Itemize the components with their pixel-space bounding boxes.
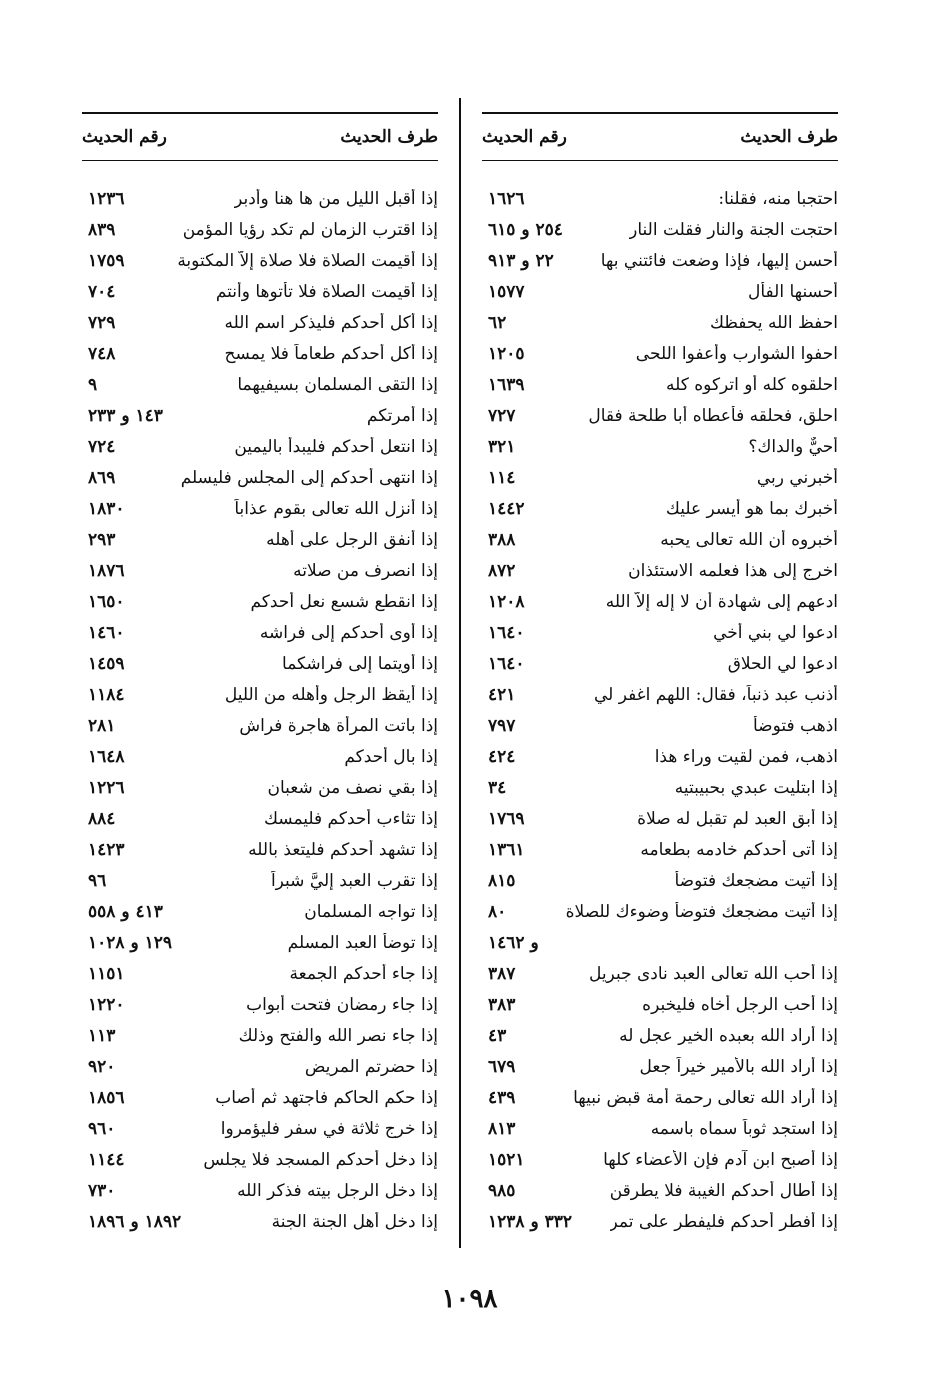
index-row bbox=[482, 803, 838, 834]
hadith-term: إذا اقترب الزمان لم تكد رؤيا المؤمن bbox=[182, 219, 438, 240]
index-row bbox=[82, 214, 438, 245]
hadith-number: ٣٣٢ و ١٢٣٨ bbox=[488, 1211, 572, 1232]
hadith-term: اذهب فتوضأ bbox=[752, 715, 838, 736]
hadith-term: إذا أفطر أحدكم فليفطر على تمر bbox=[609, 1211, 838, 1232]
hadith-number: ١٤٥٩ bbox=[88, 653, 125, 674]
hadith-number: ١٢٩ و ١٠٢٨ bbox=[88, 932, 172, 953]
hadith-number: ٤٢١ bbox=[488, 684, 516, 705]
hadith-term: اخرج إلى هذا فعلمه الاستئذان bbox=[628, 560, 838, 581]
index-rows bbox=[82, 183, 438, 1237]
hadith-term: إذا انتهى أحدكم إلى المجلس فليسلم bbox=[180, 467, 438, 488]
index-row bbox=[82, 989, 438, 1020]
hadith-term: ادعهم إلى شهادة أن لا إله إلاّ الله bbox=[605, 591, 838, 612]
index-row bbox=[482, 1113, 838, 1144]
hadith-number: ١٤٦٠ bbox=[88, 622, 125, 643]
hadith-term: أحيٌّ والداك؟ bbox=[748, 436, 838, 457]
hadith-number: ١٦٢٦ bbox=[488, 188, 525, 209]
hadith-number: ١١٣ bbox=[88, 1025, 116, 1046]
hadith-number: ١٧٥٩ bbox=[88, 250, 125, 271]
hadith-number: ٧٢٩ bbox=[88, 312, 116, 333]
index-row bbox=[82, 648, 438, 679]
hadith-number: ٨٣٩ bbox=[88, 219, 116, 240]
index-rows bbox=[482, 183, 838, 1237]
hadith-term: إذا تثاءب أحدكم فليمسك bbox=[263, 808, 438, 829]
hadith-number: ٧٩٧ bbox=[488, 715, 516, 736]
hadith-term: احتجبا منه، فقلنا: bbox=[718, 188, 838, 209]
index-row bbox=[482, 214, 838, 245]
index-row bbox=[482, 555, 838, 586]
index-row bbox=[82, 245, 438, 276]
hadith-number: ٨٨٤ bbox=[88, 808, 116, 829]
hadith-number: ١٨٩٢ و ١٨٩٦ bbox=[88, 1211, 182, 1232]
index-row bbox=[82, 1020, 438, 1051]
header-hadith-number: رقم الحديث bbox=[82, 127, 167, 147]
index-row bbox=[82, 338, 438, 369]
hadith-number: ٤١٣ و ٥٥٨ bbox=[88, 901, 163, 922]
hadith-number: ١٤٢٣ bbox=[88, 839, 125, 860]
hadith-number: ٢٨١ bbox=[88, 715, 116, 736]
hadith-term: إذا دخل الرجل بيته فذكر الله bbox=[237, 1180, 438, 1201]
column-header bbox=[82, 114, 438, 160]
hadith-number: و ١٤٦٢ bbox=[488, 932, 539, 953]
index-row bbox=[82, 493, 438, 524]
index-row bbox=[82, 276, 438, 307]
hadith-number: ١٢٢٠ bbox=[88, 994, 125, 1015]
page-number: ١٠٩٨ bbox=[441, 1284, 498, 1314]
hadith-term: أحسنها الفأل bbox=[748, 281, 838, 302]
hadith-number: ٦٧٩ bbox=[488, 1056, 516, 1077]
hadith-term: احفوا الشوارب وأعفوا اللحى bbox=[635, 343, 838, 364]
hadith-term: إذا حكم الحاكم فاجتهد ثم أصاب bbox=[215, 1087, 438, 1108]
index-row bbox=[482, 648, 838, 679]
index-row bbox=[82, 1113, 438, 1144]
hadith-number: ٨٦٩ bbox=[88, 467, 116, 488]
hadith-number: ١٥٢١ bbox=[488, 1149, 525, 1170]
hadith-term: إذا أنفق الرجل على أهله bbox=[266, 529, 438, 550]
hadith-term: إذا دخل أهل الجنة الجنة bbox=[271, 1211, 438, 1232]
index-row bbox=[482, 1082, 838, 1113]
hadith-number: ٨١٥ bbox=[488, 870, 516, 891]
hadith-number: ٩٨٥ bbox=[488, 1180, 516, 1201]
index-row bbox=[82, 183, 438, 214]
hadith-term: إذا حضرتم المريض bbox=[304, 1056, 438, 1077]
index-row bbox=[482, 431, 838, 462]
index-row bbox=[82, 772, 438, 803]
index-row bbox=[482, 989, 838, 1020]
header-hadith-term: طرف الحديث bbox=[740, 127, 838, 147]
hadith-term: أخبرك بما هو أيسر عليك bbox=[665, 498, 838, 519]
index-row bbox=[482, 338, 838, 369]
hadith-number: ٩ bbox=[88, 374, 98, 395]
hadith-term: إذا توضأ العبد المسلم bbox=[287, 932, 438, 953]
hadith-number: ١١٤٤ bbox=[88, 1149, 125, 1170]
hadith-term: إذا أتيت مضجعك فتوضأ وضوءك للصلاة bbox=[565, 901, 838, 922]
hadith-number: ١٥٧٧ bbox=[488, 281, 525, 302]
index-row bbox=[482, 958, 838, 989]
index-row bbox=[482, 493, 838, 524]
hadith-term: إذا باتت المرأة هاجرة فراش bbox=[239, 715, 438, 736]
index-row bbox=[82, 462, 438, 493]
hadith-term: أخبروه أن الله تعالى يحبه bbox=[660, 529, 838, 550]
column-header bbox=[482, 114, 838, 160]
hadith-term: إذا خرج ثلاثة في سفر فليؤمروا bbox=[220, 1118, 438, 1139]
index-row bbox=[482, 896, 838, 927]
hadith-number: ٧٣٠ bbox=[88, 1180, 116, 1201]
index-row bbox=[82, 1082, 438, 1113]
hadith-term: إذا تقرب العبد إليَّ شبراً bbox=[270, 870, 438, 891]
hadith-term: إذا أيقظ الرجل وأهله من الليل bbox=[224, 684, 438, 705]
hadith-term: أذنب عبد ذنباً، فقال: اللهم اغفر لي bbox=[593, 684, 838, 705]
hadith-number: ١٤٤٢ bbox=[488, 498, 525, 519]
hadith-term: اذهب، فمن لقيت وراء هذا bbox=[654, 746, 838, 767]
header-hadith-term: طرف الحديث bbox=[340, 127, 438, 147]
hadith-number: ١١٨٤ bbox=[88, 684, 125, 705]
index-row bbox=[82, 741, 438, 772]
hadith-number: ٧٤٨ bbox=[88, 343, 116, 364]
hadith-term: إذا أصبح ابن آدم فإن الأعضاء كلها bbox=[603, 1149, 838, 1170]
hadith-term: احتجت الجنة والنار فقلت النار bbox=[629, 219, 838, 240]
hadith-term: أحسن إليها، فإذا وضعت فائتني بها bbox=[600, 250, 838, 271]
hadith-term: إذا أطال أحدكم الغيبة فلا يطرقن bbox=[609, 1180, 838, 1201]
hadith-term: إذا أويتما إلى فراشكما bbox=[282, 653, 438, 674]
hadith-number: ٨٧٢ bbox=[488, 560, 516, 581]
hadith-number: ٢٢ و ٩١٣ bbox=[488, 250, 554, 271]
hadith-term: إذا ابتليت عبدي بحبيبتيه bbox=[674, 777, 838, 798]
hadith-number: ٤٣٩ bbox=[488, 1087, 516, 1108]
hadith-term: إذا أبق العبد لم تقبل له صلاة bbox=[637, 808, 838, 829]
hadith-number: ٦٢ bbox=[488, 312, 507, 333]
hadith-term: إذا انصرف من صلاته bbox=[293, 560, 438, 581]
header-rule bbox=[482, 160, 838, 161]
index-row bbox=[82, 369, 438, 400]
hadith-number: ١٨٣٠ bbox=[88, 498, 125, 519]
header-hadith-number: رقم الحديث bbox=[482, 127, 567, 147]
index-row bbox=[82, 524, 438, 555]
hadith-number: ٣٤ bbox=[488, 777, 507, 798]
hadith-term: إذا دخل أحدكم المسجد فلا يجلس bbox=[203, 1149, 438, 1170]
index-row bbox=[82, 400, 438, 431]
index-row bbox=[82, 958, 438, 989]
hadith-number: ١١٥١ bbox=[88, 963, 125, 984]
hadith-number: ١٢٠٨ bbox=[488, 591, 525, 612]
hadith-number: ١٦٤٠ bbox=[488, 622, 525, 643]
index-row bbox=[482, 1144, 838, 1175]
hadith-term: إذا التقى المسلمان بسيفيهما bbox=[237, 374, 438, 395]
index-row bbox=[482, 276, 838, 307]
hadith-term: إذا جاء رمضان فتحت أبواب bbox=[246, 994, 438, 1015]
hadith-term: أخبرني ربي bbox=[756, 467, 838, 488]
hadith-number: ٨١٣ bbox=[488, 1118, 516, 1139]
hadith-number: ٧٠٤ bbox=[88, 281, 116, 302]
column-divider bbox=[459, 98, 461, 1248]
hadith-term: إذا أوى أحدكم إلى فراشه bbox=[259, 622, 438, 643]
index-row bbox=[82, 927, 438, 958]
hadith-number: ٣٨٣ bbox=[488, 994, 516, 1015]
index-row bbox=[82, 1206, 438, 1237]
hadith-term: إذا أقبل الليل من ها هنا وأدبر bbox=[234, 188, 438, 209]
hadith-term: إذا انقطع شسع نعل أحدكم bbox=[250, 591, 438, 612]
index-row bbox=[482, 183, 838, 214]
index-row bbox=[482, 462, 838, 493]
hadith-term: إذا أتيت مضجعك فتوضأ bbox=[674, 870, 838, 891]
hadith-term: إذا أنزل الله تعالى بقوم عذاباً bbox=[234, 498, 438, 519]
hadith-number: ٩٦ bbox=[88, 870, 107, 891]
hadith-term: إذا أمرتكم bbox=[366, 405, 438, 426]
header-rule bbox=[82, 160, 438, 161]
index-row bbox=[82, 710, 438, 741]
hadith-term: إذا أكل أحدكم فليذكر اسم الله bbox=[224, 312, 438, 333]
index-row bbox=[82, 1144, 438, 1175]
hadith-number: ١٦٣٩ bbox=[488, 374, 525, 395]
hadith-term: إذا انتعل أحدكم فليبدأ باليمين bbox=[234, 436, 438, 457]
hadith-number: ٢٥٤ و ٦١٥ bbox=[488, 219, 563, 240]
index-row bbox=[82, 586, 438, 617]
index-row bbox=[82, 896, 438, 927]
index-row bbox=[82, 1175, 438, 1206]
hadith-number: ١٦٤٨ bbox=[88, 746, 125, 767]
hadith-term: ادعوا لي الحلاق bbox=[727, 653, 838, 674]
index-row bbox=[482, 1051, 838, 1082]
index-row bbox=[482, 617, 838, 648]
hadith-number: ١٨٥٦ bbox=[88, 1087, 125, 1108]
index-row bbox=[482, 1175, 838, 1206]
hadith-number: ١٤٣ و ٢٣٣ bbox=[88, 405, 163, 426]
index-row bbox=[482, 369, 838, 400]
hadith-term: إذا أكل أحدكم طعاماً فلا يمسح bbox=[224, 343, 438, 364]
hadith-number: ١٦٤٠ bbox=[488, 653, 525, 674]
hadith-term: إذا بال أحدكم bbox=[344, 746, 438, 767]
hadith-number: ٣٢١ bbox=[488, 436, 516, 457]
hadith-term: إذا أحب الله تعالى العبد نادى جبريل bbox=[588, 963, 838, 984]
hadith-number: ٩٦٠ bbox=[88, 1118, 116, 1139]
index-row bbox=[82, 679, 438, 710]
hadith-number: ٩٢٠ bbox=[88, 1056, 116, 1077]
index-column-right bbox=[482, 112, 838, 1237]
hadith-number: ١١٤ bbox=[488, 467, 516, 488]
hadith-number: ٤٣ bbox=[488, 1025, 507, 1046]
hadith-term: إذا أراد الله بعبده الخير عجل له bbox=[619, 1025, 838, 1046]
hadith-number: ٣٨٨ bbox=[488, 529, 516, 550]
index-row bbox=[482, 245, 838, 276]
index-row bbox=[82, 865, 438, 896]
index-row bbox=[482, 586, 838, 617]
hadith-term: إذا أحب الرجل أخاه فليخبره bbox=[642, 994, 838, 1015]
hadith-number: ١٧٦٩ bbox=[488, 808, 525, 829]
hadith-term: إذا استجد ثوباً سماه باسمه bbox=[650, 1118, 838, 1139]
hadith-number: ٣٨٧ bbox=[488, 963, 516, 984]
index-row bbox=[482, 772, 838, 803]
index-row bbox=[482, 927, 838, 958]
hadith-term: إذا أراد الله بالأمير خيراً جعل bbox=[639, 1056, 838, 1077]
index-row bbox=[82, 1051, 438, 1082]
index-row bbox=[482, 741, 838, 772]
hadith-number: ١٨٧٦ bbox=[88, 560, 125, 581]
hadith-number: ٧٢٤ bbox=[88, 436, 116, 457]
hadith-number: ٢٩٣ bbox=[88, 529, 116, 550]
index-row bbox=[482, 1206, 838, 1237]
index-row bbox=[482, 834, 838, 865]
hadith-term: إذا تواجه المسلمان bbox=[304, 901, 438, 922]
hadith-number: ١٢٠٥ bbox=[488, 343, 525, 364]
hadith-term: إذا بقي نصف من شعبان bbox=[267, 777, 438, 798]
index-row bbox=[82, 555, 438, 586]
index-row bbox=[482, 865, 838, 896]
index-row bbox=[82, 803, 438, 834]
hadith-number: ٨٠ bbox=[488, 901, 507, 922]
hadith-number: ١٢٣٦ bbox=[88, 188, 125, 209]
hadith-number: ١٣٦١ bbox=[488, 839, 525, 860]
hadith-term: إذا أراد الله تعالى رحمة أمة قبض نبيها bbox=[573, 1087, 838, 1108]
index-row bbox=[482, 307, 838, 338]
hadith-term: احلقوه كله أو اتركوه كله bbox=[666, 374, 838, 395]
hadith-number: ١٢٢٦ bbox=[88, 777, 125, 798]
index-row bbox=[482, 710, 838, 741]
hadith-term: إذا أقيمت الصلاة فلا تأتوها وأنتم bbox=[215, 281, 438, 302]
hadith-number: ١٦٥٠ bbox=[88, 591, 125, 612]
hadith-term: إذا أقيمت الصلاة فلا صلاة إلاّ المكتوبة bbox=[177, 250, 438, 271]
index-row bbox=[82, 834, 438, 865]
index-row bbox=[82, 307, 438, 338]
index-row bbox=[482, 1020, 838, 1051]
index-row bbox=[482, 400, 838, 431]
index-row bbox=[82, 431, 438, 462]
index-row bbox=[482, 679, 838, 710]
hadith-term: ادعوا لي بني أخي bbox=[713, 622, 838, 643]
index-column-left bbox=[82, 112, 438, 1237]
hadith-number: ٧٢٧ bbox=[488, 405, 516, 426]
hadith-term: احلق، فحلقه فأعطاه أبا طلحة فقال bbox=[588, 405, 838, 426]
index-row bbox=[82, 617, 438, 648]
hadith-number: ٤٢٤ bbox=[488, 746, 516, 767]
index-row bbox=[482, 524, 838, 555]
hadith-term: إذا جاء نصر الله والفتح وذلك bbox=[238, 1025, 438, 1046]
hadith-term: احفظ الله يحفظك bbox=[710, 312, 838, 333]
hadith-term: إذا جاء أحدكم الجمعة bbox=[289, 963, 438, 984]
hadith-term: إذا أتى أحدكم خادمه بطعامه bbox=[640, 839, 838, 860]
hadith-term: إذا تشهد أحدكم فليتعذ بالله bbox=[248, 839, 438, 860]
